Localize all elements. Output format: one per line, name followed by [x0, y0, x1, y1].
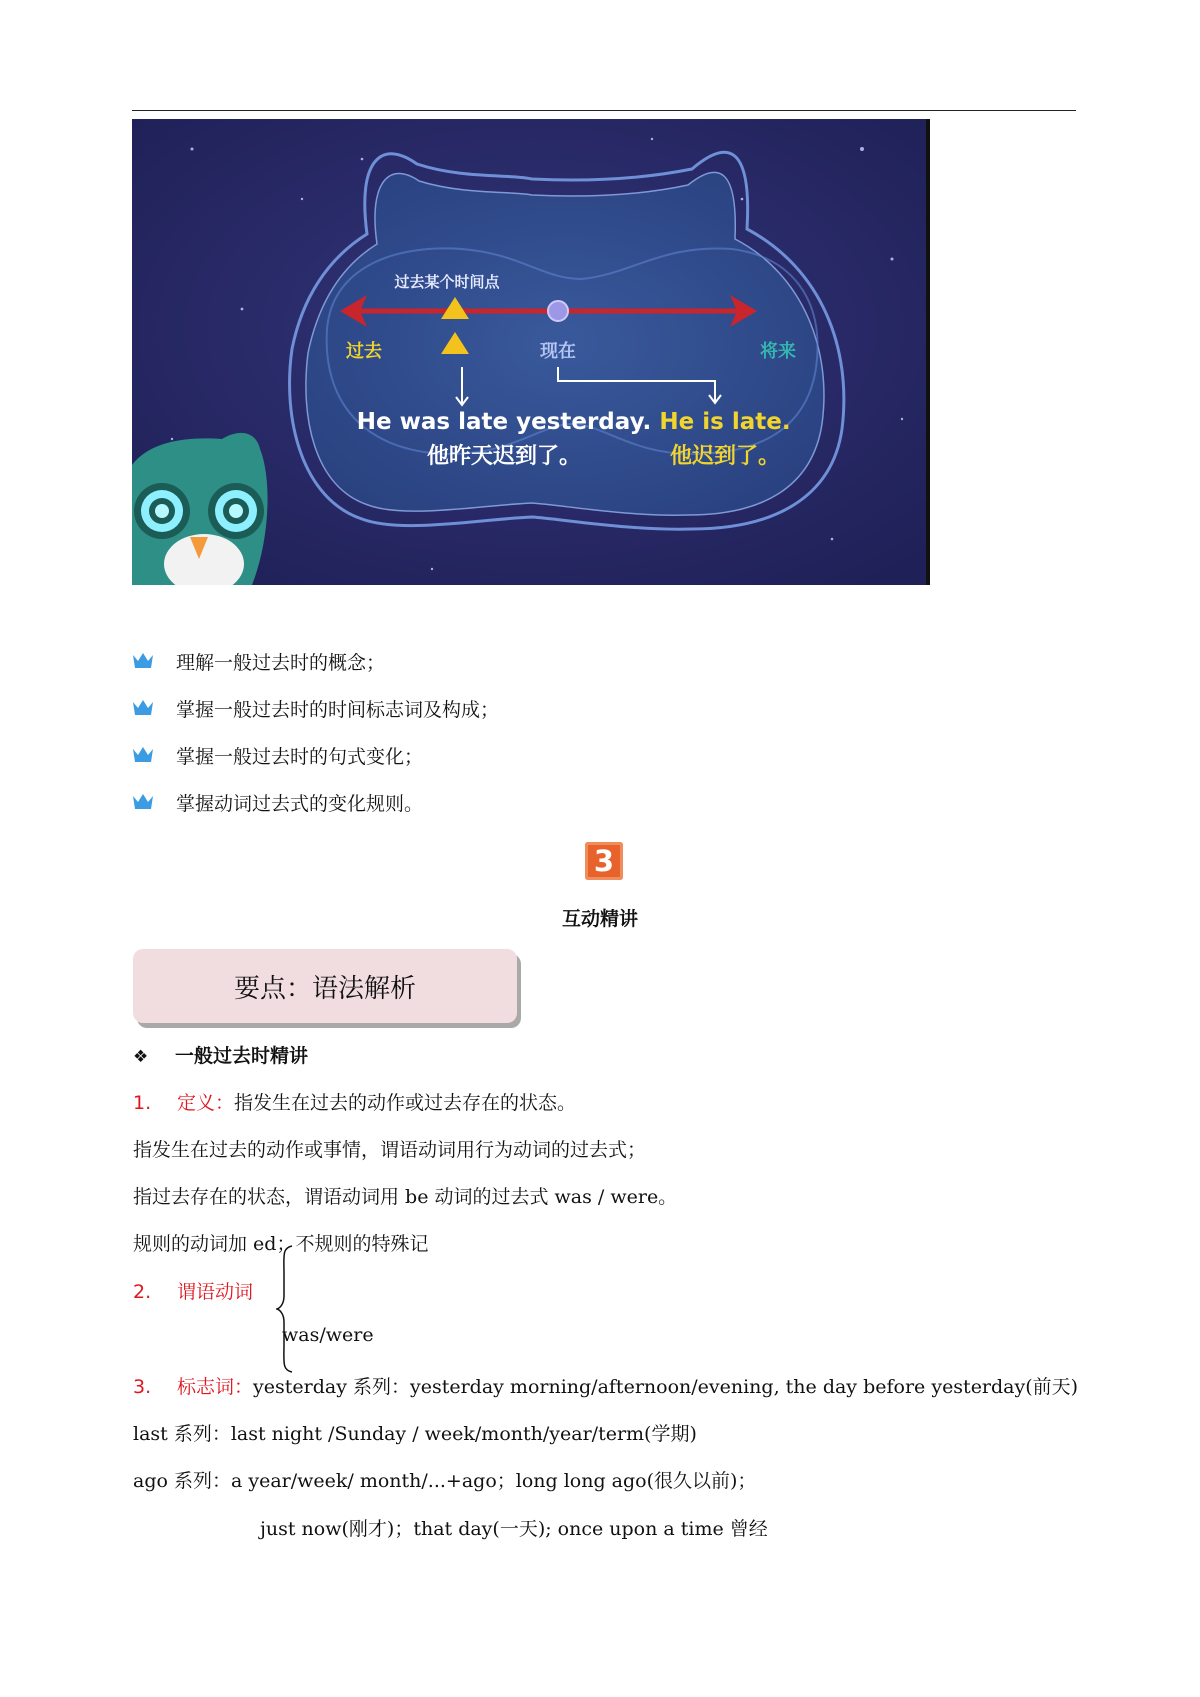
- header-rule: [132, 110, 1076, 111]
- list-item: [132, 787, 423, 817]
- section-number-badge: 3: [585, 842, 623, 880]
- signal-words-item: [133, 1372, 1078, 1399]
- past-point-label: 过去某个时间点: [394, 273, 500, 291]
- past-label: 过去: [346, 341, 382, 362]
- definition-line: 指发生在过去的动作或事情，谓语动词用行为动词的过去式；: [133, 1139, 647, 1161]
- signal-words-text: yesterday 系列：yesterday morning/afternoon/evening, the day before yesterday(前天): [253, 1376, 1079, 1398]
- owl-mascot-icon: [132, 433, 268, 585]
- item-number: 3.: [133, 1376, 152, 1398]
- other-signal-line: just now(刚才)；that day(一天); once upon a time 曾经: [260, 1518, 768, 1540]
- crown-bullet-icon: [132, 698, 154, 718]
- was-were-text: was/were: [282, 1324, 374, 1346]
- list-item: [132, 740, 423, 770]
- example-now-en: He is late.: [659, 409, 791, 435]
- grammar-heading: [133, 1041, 308, 1068]
- crown-bullet-icon: [132, 792, 154, 812]
- grammar-heading-text: 一般过去时精讲: [175, 1045, 309, 1067]
- list-item: [132, 646, 385, 676]
- example-past-cn: 他昨天迟到了。: [426, 444, 582, 469]
- key-points-box: [133, 949, 517, 1023]
- definition-item: [133, 1088, 576, 1115]
- item-number: 2.: [133, 1281, 152, 1303]
- key-points-title: 要点：语法解析: [233, 973, 416, 1004]
- now-label: 现在: [540, 341, 576, 362]
- definition-line: 指过去存在的状态，谓语动词用 be 动词的过去式 was / were。: [133, 1186, 678, 1208]
- timeline-illustration: [132, 119, 930, 585]
- crown-bullet-icon: [132, 651, 154, 671]
- definition-text: 指发生在过去的动作或过去存在的状态。: [234, 1092, 577, 1114]
- objective-text: 掌握一般过去时的句式变化；: [176, 745, 424, 768]
- item-number: 1.: [133, 1092, 152, 1114]
- future-label: 将来: [760, 341, 796, 362]
- definition-label: 定义：: [177, 1092, 235, 1114]
- signal-words-label: 标志词：: [177, 1376, 254, 1398]
- predicate-verb-label: 谓语动词: [177, 1281, 254, 1303]
- section-title: 互动精讲: [561, 908, 638, 930]
- example-past-en: He was late yesterday.: [356, 409, 652, 435]
- last-series-line: last 系列：last night /Sunday / week/month/year/term(学期): [133, 1423, 697, 1445]
- list-item: [132, 693, 499, 723]
- objective-text: 掌握一般过去时的时间标志词及构成；: [176, 698, 500, 721]
- diamond-bullet-icon: ❖: [133, 1047, 149, 1067]
- objective-text: 理解一般过去时的概念；: [176, 651, 386, 674]
- predicate-verb-item: [133, 1277, 253, 1304]
- example-now-cn: 他迟到了。: [669, 444, 781, 469]
- ago-series-line: ago 系列：a year/week/ month/...+ago；long long ago(很久以前)；: [133, 1470, 757, 1492]
- curly-brace-icon: [276, 1244, 298, 1374]
- objective-text: 掌握动词过去式的变化规则。: [176, 792, 424, 815]
- crown-bullet-icon: [132, 745, 154, 765]
- rule-line: 规则的动词加 ed；不规则的特殊记: [133, 1233, 429, 1255]
